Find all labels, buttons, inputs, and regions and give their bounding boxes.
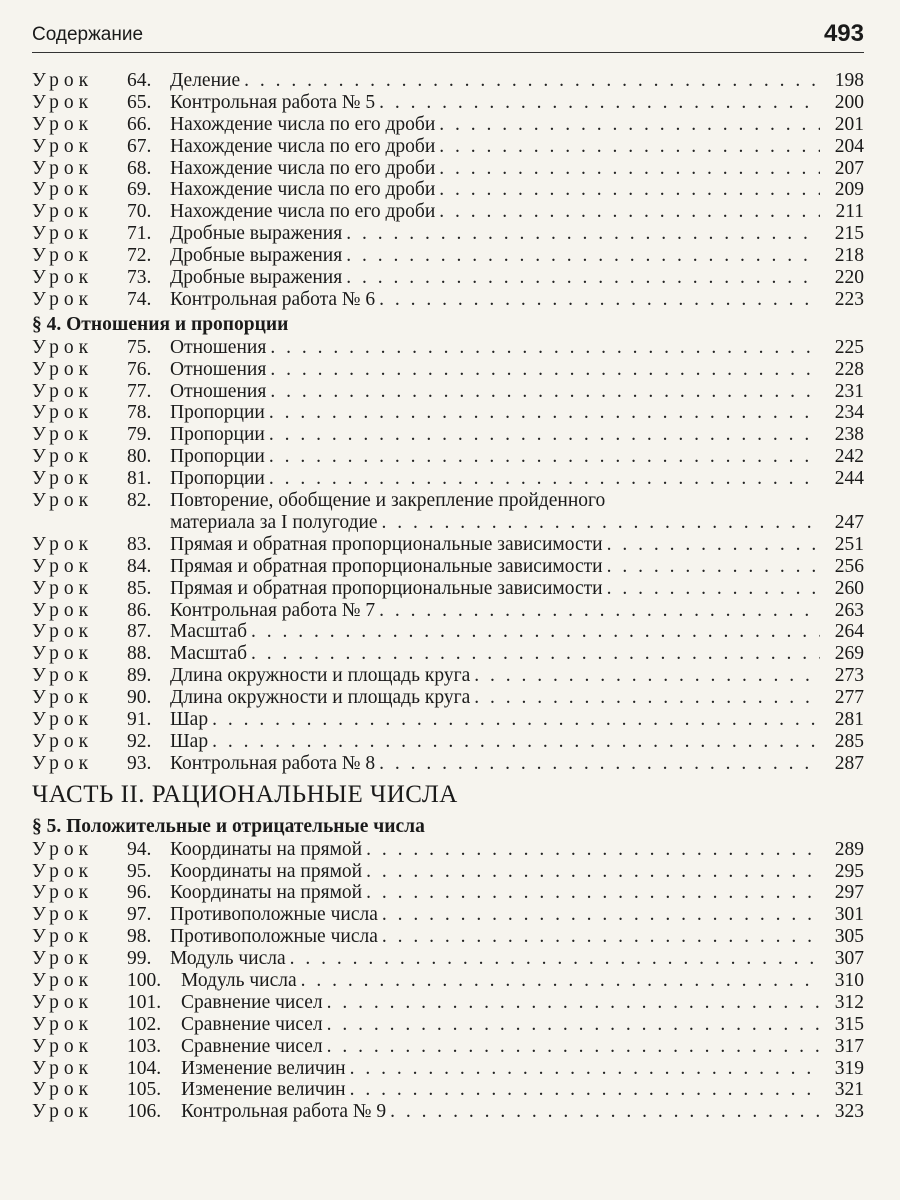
lesson-label: Урок xyxy=(32,91,94,113)
page-ref: 215 xyxy=(834,223,864,245)
dot-leader xyxy=(323,1036,820,1058)
lesson-title: Координаты на прямой xyxy=(170,860,363,882)
page-ref: 220 xyxy=(834,267,864,289)
dot-leader xyxy=(342,245,820,267)
lesson-number: 106. xyxy=(127,1101,162,1123)
lesson-title: Длина окружности и площадь круга xyxy=(170,687,471,709)
dot-leader xyxy=(378,926,820,948)
dot-leader xyxy=(435,179,820,201)
toc-entry xyxy=(32,70,864,92)
lesson-number: 101. xyxy=(127,991,162,1013)
dot-leader xyxy=(342,267,820,289)
page-ref: 218 xyxy=(834,245,864,267)
dot-leader xyxy=(265,446,820,468)
lesson-title-continued: материала за I полугодие xyxy=(170,511,378,533)
page-ref: 297 xyxy=(834,882,864,904)
page-ref: 301 xyxy=(834,904,864,926)
toc-entry xyxy=(32,201,864,223)
dot-leader xyxy=(378,904,820,926)
page-ref: 198 xyxy=(834,70,864,91)
lesson-number: 84. xyxy=(127,555,152,577)
page-ref: 312 xyxy=(834,991,864,1013)
lesson-label: Урок xyxy=(32,179,94,201)
lesson-title: Дробные выражения xyxy=(170,267,343,289)
dot-leader xyxy=(435,114,820,136)
lesson-label: Урок xyxy=(32,555,94,577)
lesson-title: Пропорции xyxy=(170,468,265,490)
toc-entry xyxy=(32,402,864,424)
lesson-label: Урок xyxy=(32,267,94,289)
page-ref: 317 xyxy=(834,1035,864,1057)
toc-entry xyxy=(32,992,864,1014)
dot-leader xyxy=(266,359,820,381)
lesson-label: Урок xyxy=(32,223,94,245)
dot-leader xyxy=(375,289,820,311)
lesson-list-b xyxy=(32,337,864,490)
lesson-title: Дробные выражения xyxy=(170,223,343,245)
dot-leader xyxy=(375,92,820,114)
dot-leader xyxy=(265,424,820,446)
toc-entry xyxy=(32,621,864,643)
toc-entry xyxy=(32,904,864,926)
page-ref: 307 xyxy=(834,948,864,970)
lesson-number: 74. xyxy=(127,288,152,310)
page-ref: 207 xyxy=(834,157,864,179)
lesson-title: Изменение величин xyxy=(181,1079,346,1101)
lesson-number: 93. xyxy=(127,752,152,774)
page-ref: 295 xyxy=(834,860,864,882)
page-ref: 234 xyxy=(834,402,864,424)
dot-leader xyxy=(435,158,820,180)
page-ref: 273 xyxy=(834,665,864,687)
lesson-number: 76. xyxy=(127,358,152,380)
dot-leader xyxy=(435,136,820,158)
dot-leader xyxy=(603,578,820,600)
lesson-number: 64. xyxy=(127,70,152,91)
lesson-label: Урок xyxy=(32,380,94,402)
lesson-number: 96. xyxy=(127,882,152,904)
lesson-title: Контрольная работа № 9 xyxy=(181,1101,387,1123)
page-ref: 228 xyxy=(834,358,864,380)
page-ref: 321 xyxy=(834,1079,864,1101)
lesson-label: Урок xyxy=(32,157,94,179)
lesson-label: Урок xyxy=(32,969,94,991)
page-ref: 204 xyxy=(834,135,864,157)
toc-entry xyxy=(32,600,864,622)
toc-entry xyxy=(32,1014,864,1036)
lesson-label: Урок xyxy=(32,838,94,860)
toc-entry xyxy=(32,92,864,114)
toc-entry xyxy=(32,839,864,861)
page-ref: 323 xyxy=(834,1101,864,1123)
toc-entry xyxy=(32,1101,864,1123)
lesson-label: Урок xyxy=(32,490,94,512)
toc-entry xyxy=(32,1079,864,1101)
toc-entry xyxy=(32,245,864,267)
dot-leader xyxy=(603,534,820,556)
lesson-number: 70. xyxy=(127,201,152,223)
table-of-contents xyxy=(32,70,864,1123)
lesson-label: Урок xyxy=(32,708,94,730)
page-ref: 260 xyxy=(834,577,864,599)
lesson-label: Урок xyxy=(32,860,94,882)
lesson-number: 83. xyxy=(127,533,152,555)
toc-entry xyxy=(32,179,864,201)
dot-leader xyxy=(362,839,820,861)
lesson-title: Прямая и обратная пропорциональные зависимости xyxy=(170,555,603,577)
toc-entry xyxy=(32,578,864,600)
toc-entry-82 xyxy=(32,490,864,534)
lesson-title: Контрольная работа № 5 xyxy=(170,91,376,113)
dot-leader xyxy=(323,992,820,1014)
toc-entry xyxy=(32,687,864,709)
lesson-label: Урок xyxy=(32,113,94,135)
lesson-label: Урок xyxy=(32,904,94,926)
page-ref: 285 xyxy=(834,730,864,752)
page-ref: 305 xyxy=(834,926,864,948)
lesson-title: Шар xyxy=(170,708,209,730)
lesson-label: Урок xyxy=(32,882,94,904)
lesson-title: Шар xyxy=(170,730,209,752)
lesson-number: 105. xyxy=(127,1079,162,1101)
toc-entry xyxy=(32,970,864,992)
dot-leader xyxy=(297,970,820,992)
lesson-number: 99. xyxy=(127,948,152,970)
dot-leader xyxy=(247,621,820,643)
lesson-label: Урок xyxy=(32,1035,94,1057)
dot-leader xyxy=(386,1101,820,1123)
toc-entry xyxy=(32,136,864,158)
page-ref: 201 xyxy=(834,113,864,135)
toc-entry xyxy=(32,556,864,578)
lesson-number: 88. xyxy=(127,643,152,665)
lesson-number: 77. xyxy=(127,380,152,402)
dot-leader xyxy=(265,468,820,490)
toc-entry xyxy=(32,114,864,136)
dot-leader xyxy=(346,1079,820,1101)
lesson-label: Урок xyxy=(32,533,94,555)
lesson-title: Противоположные числа xyxy=(170,904,378,926)
lesson-label: Урок xyxy=(32,336,94,358)
running-header xyxy=(32,18,864,53)
lesson-title: Масштаб xyxy=(170,621,248,643)
page-ref: 225 xyxy=(834,336,864,358)
lesson-number: 95. xyxy=(127,860,152,882)
page-ref: 247 xyxy=(834,511,864,533)
lesson-title: Деление xyxy=(170,70,241,91)
dot-leader xyxy=(247,643,820,665)
toc-entry xyxy=(32,709,864,731)
lesson-label: Урок xyxy=(32,1101,94,1123)
toc-entry xyxy=(32,1036,864,1058)
lesson-title: Дробные выражения xyxy=(170,245,343,267)
lesson-number: 92. xyxy=(127,730,152,752)
lesson-number: 86. xyxy=(127,599,152,621)
toc-entry xyxy=(32,731,864,753)
lesson-title: Пропорции xyxy=(170,446,265,468)
lesson-title: Пропорции xyxy=(170,402,265,424)
lesson-title: Прямая и обратная пропорциональные зависимости xyxy=(170,577,603,599)
lesson-title: Контрольная работа № 7 xyxy=(170,599,376,621)
lesson-label: Урок xyxy=(32,991,94,1013)
page-number: 493 xyxy=(823,20,864,47)
toc-entry xyxy=(32,337,864,359)
lesson-title: Координаты на прямой xyxy=(170,882,363,904)
page-ref: 256 xyxy=(834,555,864,577)
lesson-list-c xyxy=(32,534,864,775)
lesson-number: 71. xyxy=(127,223,152,245)
lesson-label: Урок xyxy=(32,687,94,709)
lesson-label: Урок xyxy=(32,1057,94,1079)
lesson-label: Урок xyxy=(32,201,94,223)
lesson-title: Масштаб xyxy=(170,643,248,665)
lesson-number: 66. xyxy=(127,113,152,135)
toc-entry xyxy=(32,424,864,446)
lesson-title: Координаты на прямой xyxy=(170,838,363,860)
page-ref: 231 xyxy=(834,380,864,402)
lesson-label: Урок xyxy=(32,621,94,643)
lesson-number: 85. xyxy=(127,577,152,599)
lesson-number: 91. xyxy=(127,708,152,730)
page-ref: 281 xyxy=(834,708,864,730)
dot-leader xyxy=(208,731,820,753)
toc-entry xyxy=(32,665,864,687)
lesson-title: Нахождение числа по его дроби xyxy=(170,179,436,201)
lesson-number: 87. xyxy=(127,621,152,643)
page-ref: 263 xyxy=(834,599,864,621)
lesson-title: Отношения xyxy=(170,336,267,358)
lesson-label: Урок xyxy=(32,70,94,91)
toc-entry xyxy=(32,267,864,289)
lesson-title: Нахождение числа по его дроби xyxy=(170,157,436,179)
lesson-label: Урок xyxy=(32,424,94,446)
toc-entry xyxy=(32,534,864,556)
page-ref: 211 xyxy=(835,201,864,223)
lesson-list-a xyxy=(32,70,864,311)
section-5-heading: § 5. Положительные и отрицательные числа xyxy=(32,815,425,837)
page-ref: 310 xyxy=(834,969,864,991)
lesson-number: 82. xyxy=(127,490,152,512)
lesson-number: 100. xyxy=(127,969,162,991)
toc-entry xyxy=(32,468,864,490)
page-ref: 277 xyxy=(834,687,864,709)
toc-entry xyxy=(32,223,864,245)
lesson-title: Отношения xyxy=(170,380,267,402)
lesson-number: 97. xyxy=(127,904,152,926)
toc-entry xyxy=(32,381,864,403)
page-ref: 289 xyxy=(834,838,864,860)
lesson-number: 75. xyxy=(127,336,152,358)
lesson-label: Урок xyxy=(32,468,94,490)
lesson-number: 69. xyxy=(127,179,152,201)
lesson-title: Контрольная работа № 6 xyxy=(170,288,376,310)
dot-leader xyxy=(265,402,820,424)
lesson-number: 78. xyxy=(127,402,152,424)
lesson-label: Урок xyxy=(32,358,94,380)
lesson-number: 81. xyxy=(127,468,152,490)
lesson-title: Отношения xyxy=(170,358,267,380)
toc-entry xyxy=(32,926,864,948)
lesson-number: 89. xyxy=(127,665,152,687)
dot-leader xyxy=(362,861,820,883)
toc-entry xyxy=(32,882,864,904)
toc-entry xyxy=(32,948,864,970)
dot-leader xyxy=(603,556,820,578)
lesson-label: Урок xyxy=(32,665,94,687)
lesson-title: Нахождение числа по его дроби xyxy=(170,135,436,157)
lesson-label: Урок xyxy=(32,402,94,424)
lesson-number: 90. xyxy=(127,687,152,709)
dot-leader xyxy=(375,753,820,775)
lesson-label: Урок xyxy=(32,948,94,970)
lesson-number: 72. xyxy=(127,245,152,267)
lesson-label: Урок xyxy=(32,926,94,948)
dot-leader xyxy=(286,948,820,970)
toc-entry xyxy=(32,359,864,381)
lesson-label: Урок xyxy=(32,577,94,599)
lesson-number: 104. xyxy=(127,1057,162,1079)
lesson-label: Урок xyxy=(32,1079,94,1101)
page-ref: 244 xyxy=(834,468,864,490)
lesson-title: Сравнение чисел xyxy=(181,1035,323,1057)
dot-leader xyxy=(208,709,820,731)
dot-leader xyxy=(470,665,820,687)
lesson-title: Повторение, обобщение и закрепление пройденного xyxy=(170,490,606,512)
toc-entry xyxy=(32,861,864,883)
dot-leader xyxy=(435,201,820,223)
dot-leader xyxy=(323,1014,820,1036)
toc-entry xyxy=(32,643,864,665)
lesson-number: 103. xyxy=(127,1035,162,1057)
dot-leader xyxy=(240,70,820,92)
lesson-label: Урок xyxy=(32,245,94,267)
dot-leader xyxy=(342,223,820,245)
toc-entry xyxy=(32,1058,864,1080)
lesson-title: Противоположные числа xyxy=(170,926,378,948)
lesson-label: Урок xyxy=(32,288,94,310)
page-ref: 315 xyxy=(834,1013,864,1035)
dot-leader xyxy=(470,687,820,709)
part-2-heading: ЧАСТЬ II. РАЦИОНАЛЬНЫЕ ЧИСЛА xyxy=(32,780,458,808)
page-ref: 269 xyxy=(834,643,864,665)
lesson-title: Сравнение чисел xyxy=(181,991,323,1013)
toc-entry xyxy=(32,753,864,775)
lesson-label: Урок xyxy=(32,730,94,752)
page-ref: 209 xyxy=(834,179,864,201)
dot-leader xyxy=(375,600,820,622)
lesson-title: Контрольная работа № 8 xyxy=(170,752,376,774)
dot-leader xyxy=(346,1058,820,1080)
lesson-number: 65. xyxy=(127,91,152,113)
lesson-number: 94. xyxy=(127,838,152,860)
page-ref: 223 xyxy=(834,288,864,310)
lesson-label: Урок xyxy=(32,599,94,621)
lesson-title: Модуль числа xyxy=(181,969,297,991)
lesson-number: 80. xyxy=(127,446,152,468)
lesson-title: Модуль числа xyxy=(170,948,286,970)
dot-leader xyxy=(266,337,820,359)
lesson-number: 98. xyxy=(127,926,152,948)
lesson-title: Нахождение числа по его дроби xyxy=(170,113,436,135)
page-ref: 251 xyxy=(834,533,864,555)
toc-entry xyxy=(32,289,864,311)
lesson-list-d xyxy=(32,839,864,1124)
page-ref: 200 xyxy=(834,91,864,113)
dot-leader xyxy=(362,882,820,904)
lesson-title: Прямая и обратная пропорциональные зависимости xyxy=(170,533,603,555)
lesson-title: Сравнение чисел xyxy=(181,1013,323,1035)
section-4-heading: § 4. Отношения и пропорции xyxy=(32,313,289,335)
lesson-label: Урок xyxy=(32,446,94,468)
dot-leader xyxy=(378,512,820,534)
lesson-title: Пропорции xyxy=(170,424,265,446)
page-ref: 264 xyxy=(834,621,864,643)
lesson-number: 73. xyxy=(127,267,152,289)
toc-entry xyxy=(32,158,864,180)
lesson-label: Урок xyxy=(32,752,94,774)
lesson-label: Урок xyxy=(32,135,94,157)
page-ref: 238 xyxy=(834,424,864,446)
header-title: Содержание xyxy=(32,24,144,45)
lesson-number: 102. xyxy=(127,1013,162,1035)
toc-entry xyxy=(32,446,864,468)
lesson-title: Изменение величин xyxy=(181,1057,346,1079)
lesson-title: Длина окружности и площадь круга xyxy=(170,665,471,687)
page-ref: 242 xyxy=(834,446,864,468)
lesson-number: 68. xyxy=(127,157,152,179)
page-ref: 319 xyxy=(834,1057,864,1079)
lesson-label: Урок xyxy=(32,643,94,665)
page-ref: 287 xyxy=(834,752,864,774)
dot-leader xyxy=(266,381,820,403)
lesson-label: Урок xyxy=(32,1013,94,1035)
lesson-number: 67. xyxy=(127,135,152,157)
lesson-title: Нахождение числа по его дроби xyxy=(170,201,436,223)
lesson-number: 79. xyxy=(127,424,152,446)
